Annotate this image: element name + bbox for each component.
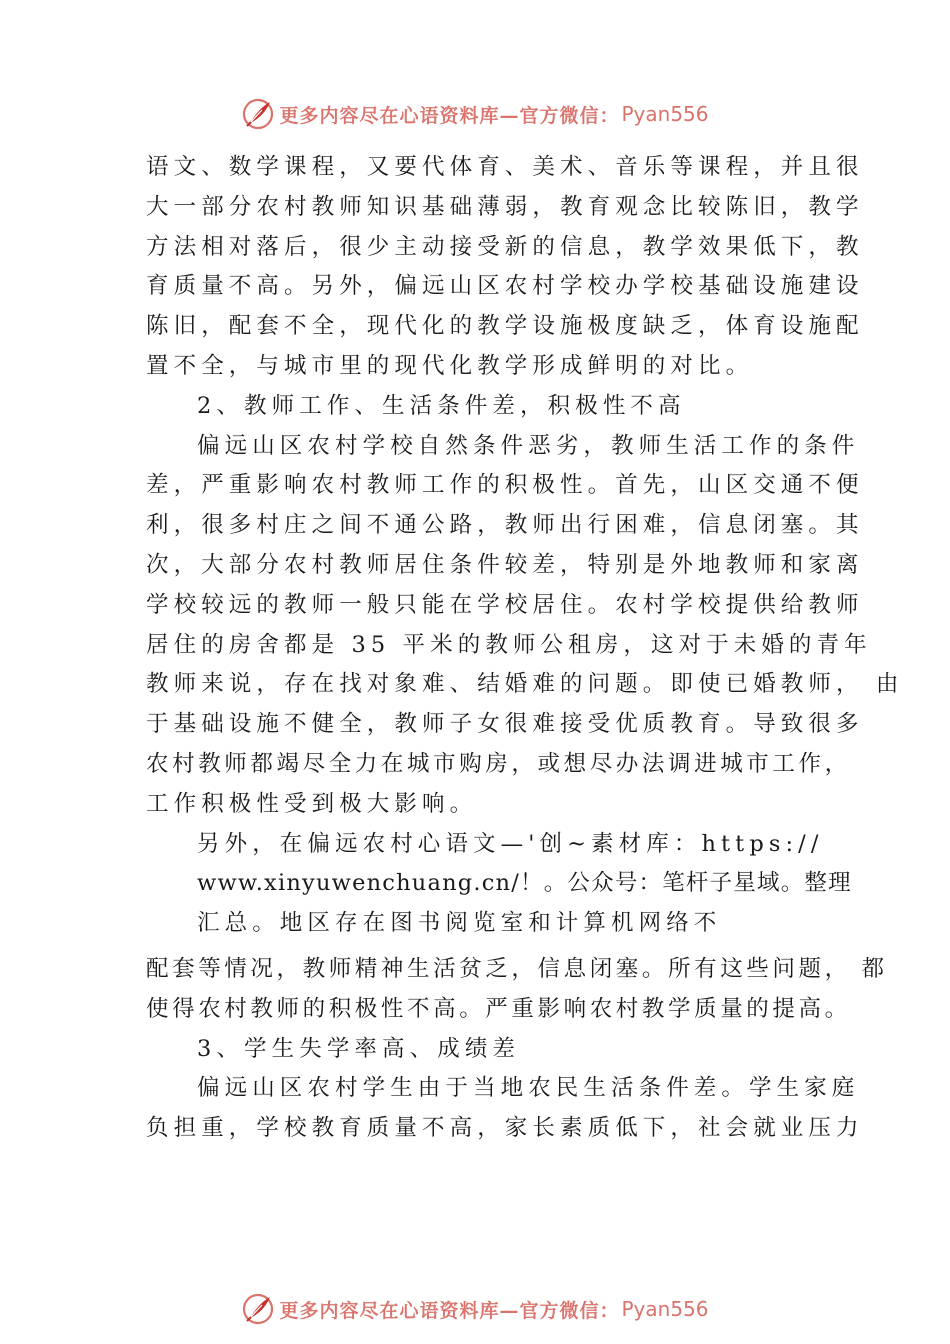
quill-pen-logo-icon bbox=[241, 97, 275, 131]
text-line: 使得农村教师的积极性不高。严重影响农村教学质量的提高。 bbox=[146, 995, 851, 1022]
text-line: 居住的房舍都是 35 平米的教师公租房，这对于未婚的青年 bbox=[146, 631, 872, 658]
text-line: 次，大部分农村教师居住条件较差，特别是外地教师和家离 bbox=[146, 551, 864, 578]
text-line: 偏远山区农村学生由于当地农民生活条件差。学生家庭 bbox=[197, 1075, 860, 1102]
text-line: 大一部分农村教师知识基础薄弱，教育观念比较陈旧，教学 bbox=[146, 193, 864, 220]
text-line: 利，很多村庄之间不通公路，教师出行困难，信息闭塞。其 bbox=[146, 512, 864, 539]
watermark-wechat-id: Pyan556 bbox=[621, 1297, 709, 1321]
text-line: 配套等情况，教师精神生活贫乏，信息闭塞。所有这些问题， 都 bbox=[146, 955, 888, 982]
text-line-url: www.xinyuwenchuang.cn/！。公众号：笔杆子星域。整理 bbox=[197, 870, 852, 897]
document-body bbox=[146, 148, 904, 1149]
text-line: 方法相对落后，很少主动接受新的信息，教学效果低下，教 bbox=[146, 233, 864, 260]
watermark-text: 更多内容尽在心语资料库—官方微信： bbox=[279, 1299, 620, 1322]
text-line: 农村教师都竭尽全力在城市购房，或想尽办法调进城市工作， bbox=[146, 750, 851, 777]
quill-pen-logo-icon bbox=[241, 1292, 275, 1326]
text-line: 另外，在偏远农村心语文—'创~素材库：https:// bbox=[197, 830, 824, 857]
header-watermark bbox=[0, 96, 950, 132]
text-line: 于基础设施不健全，教师子女很难接受优质教育。导致很多 bbox=[146, 711, 864, 738]
text-line: 教师来说，存在找对象难、结婚难的问题。即使已婚教师， 由 bbox=[146, 671, 904, 698]
watermark-wechat-id: Pyan556 bbox=[621, 102, 709, 126]
text-line: 置不全，与城市里的现代化教学形成鲜明的对比。 bbox=[146, 352, 754, 379]
section-heading-3: 3、学生失学率高、成绩差 bbox=[197, 1035, 521, 1062]
watermark-text: 更多内容尽在心语资料库—官方微信： bbox=[279, 104, 620, 127]
text-line: 汇总。地区存在图书阅览室和计算机网络不 bbox=[197, 910, 722, 937]
footer-watermark bbox=[0, 1291, 950, 1327]
text-line: 语文、数学课程，又要代体育、美术、音乐等课程，并且很 bbox=[146, 154, 864, 180]
text-line: 学校较远的教师一般只能在学校居住。农村学校提供给教师 bbox=[146, 591, 864, 618]
text-line: 偏远山区农村学校自然条件恶劣，教师生活工作的条件 bbox=[197, 432, 860, 459]
text-line: 陈旧，配套不全，现代化的教学设施极度缺乏，体育设施配 bbox=[146, 313, 864, 340]
text-line: 工作积极性受到极大影响。 bbox=[146, 790, 478, 817]
text-line: 负担重，学校教育质量不高，家长素质低下，社会就业压力 bbox=[146, 1115, 864, 1142]
text-line: 差，严重影响农村教师工作的积极性。首先，山区交通不便 bbox=[146, 472, 864, 499]
section-heading-2: 2、教师工作、生活条件差，积极性不高 bbox=[197, 392, 686, 419]
text-line: 育质量不高。另外，偏远山区农村学校办学校基础设施建设 bbox=[146, 273, 864, 300]
